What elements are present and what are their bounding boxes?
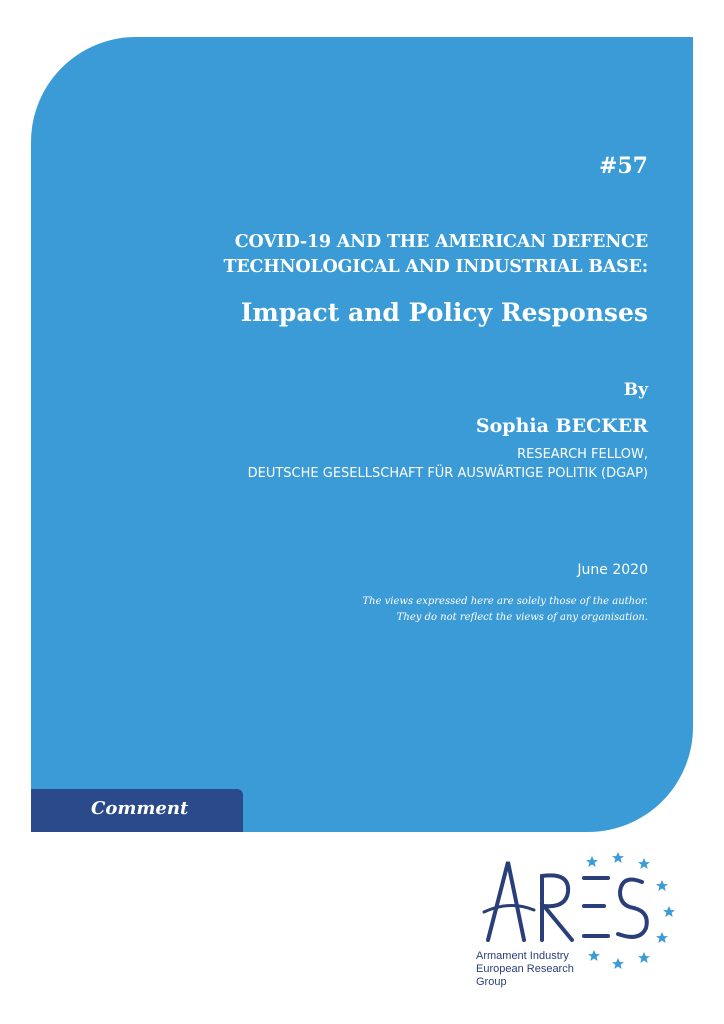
logo-caption-line-2: European Research — [476, 963, 574, 975]
affiliation-line-2: DEUTSCHE GESELLSCHAFT FÜR AUSWÄRTIGE POLITIK (DGAP) — [247, 466, 648, 481]
logo-caption — [476, 950, 574, 989]
logo-caption-line-1: Armament Industry — [476, 950, 569, 962]
disclaimer-line-2: They do not reflect the views of any organisation. — [396, 612, 648, 623]
subtitle: Impact and Policy Responses — [240, 298, 648, 327]
author-name: Sophia BECKER — [475, 415, 648, 437]
by-label: By — [623, 380, 648, 400]
category-tab — [31, 789, 243, 832]
publication-date: June 2020 — [577, 562, 648, 578]
ares-wordmark — [484, 862, 647, 940]
affiliation-line-1: RESEARCH FELLOW, — [517, 447, 648, 462]
title-line-2: TECHNOLOGICAL AND INDUSTRIAL BASE: — [223, 257, 648, 277]
category-tab-label: Comment — [91, 798, 189, 819]
title-line-1: COVID-19 AND THE AMERICAN DEFENCE — [234, 232, 648, 252]
star-ring-icon — [586, 852, 675, 969]
logo-caption-line-3: Group — [476, 976, 507, 988]
report-number: #57 — [598, 153, 648, 179]
disclaimer-line-1: The views expressed here are solely those of the author. — [362, 596, 648, 607]
